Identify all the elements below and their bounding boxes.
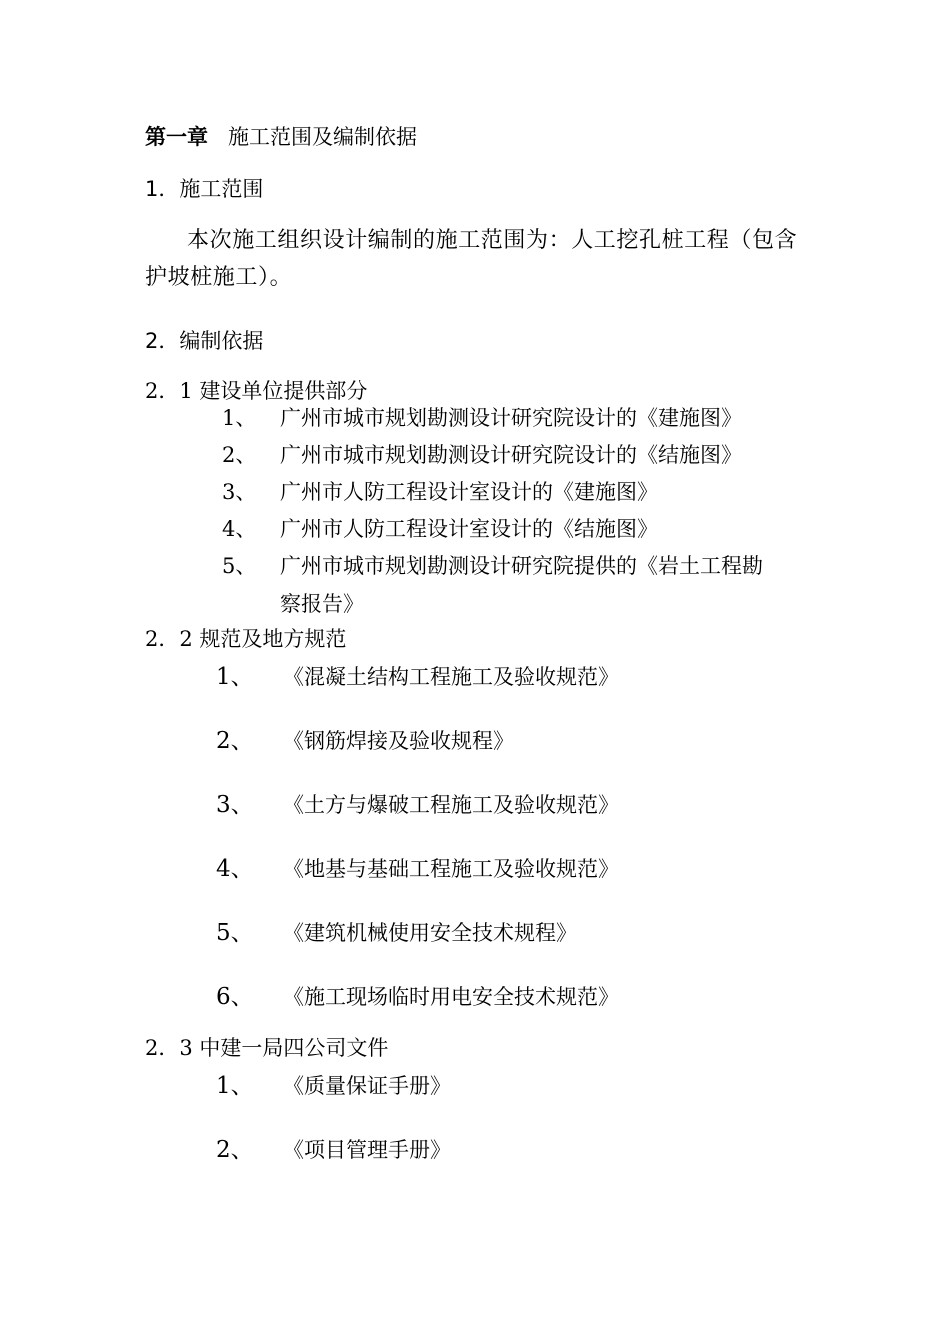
subsection-heading-standards: 2．2 规范及地方规范 (145, 627, 347, 651)
section-heading-basis: 2．编制依据 (145, 329, 264, 353)
list-item-number: 3、 (222, 480, 257, 504)
subsection-heading-client: 2．1 建设单位提供部分 (145, 379, 368, 403)
list-item-number: 3、 (216, 792, 254, 818)
scope-paragraph-line-1: 本次施工组织设计编制的施工范围为：人工挖孔桩工程（包含 (187, 228, 798, 253)
chapter-label: 第一章 (145, 125, 208, 149)
list-item-number: 5、 (216, 920, 254, 946)
list-item-number: 4、 (216, 856, 254, 882)
list-item-number: 2、 (216, 1137, 254, 1163)
list-item-number: 1、 (216, 1073, 254, 1099)
list-item-number: 4、 (222, 517, 257, 541)
list-item-text-continued: 察报告》 (280, 592, 364, 616)
list-item-number: 5、 (222, 554, 257, 578)
chapter-title: 施工范围及编制依据 (228, 125, 417, 149)
list-item-text: 广州市人防工程设计室设计的《建施图》 (280, 480, 658, 504)
list-item-text: 广州市人防工程设计室设计的《结施图》 (280, 517, 658, 541)
list-item-text: 广州市城市规划勘测设计研究院设计的《结施图》 (280, 443, 742, 467)
scope-paragraph-line-2: 护坡桩施工）。 (145, 265, 293, 290)
subsection-heading-company-docs: 2．3 中建一局四公司文件 (145, 1036, 389, 1060)
list-item-text: 《钢筋焊接及验收规程》 (283, 729, 514, 753)
list-item-text: 《地基与基础工程施工及验收规范》 (283, 857, 619, 881)
list-item-number: 6、 (216, 984, 254, 1010)
list-item-text: 广州市城市规划勘测设计研究院提供的《岩土工程勘 (280, 554, 763, 578)
list-item-text: 《混凝土结构工程施工及验收规范》 (283, 665, 619, 689)
section-heading-scope: 1．施工范围 (145, 177, 264, 201)
list-item-text: 《土方与爆破工程施工及验收规范》 (283, 793, 619, 817)
list-item-text: 《项目管理手册》 (283, 1138, 451, 1162)
list-item-number: 2、 (216, 728, 254, 754)
list-item-text: 《质量保证手册》 (283, 1074, 451, 1098)
list-item-number: 2、 (222, 443, 257, 467)
list-item-text: 广州市城市规划勘测设计研究院设计的《建施图》 (280, 406, 742, 430)
list-item-text: 《建筑机械使用安全技术规程》 (283, 921, 577, 945)
list-item-text: 《施工现场临时用电安全技术规范》 (283, 985, 619, 1009)
list-item-number: 1、 (222, 406, 257, 430)
list-item-number: 1、 (216, 664, 254, 690)
